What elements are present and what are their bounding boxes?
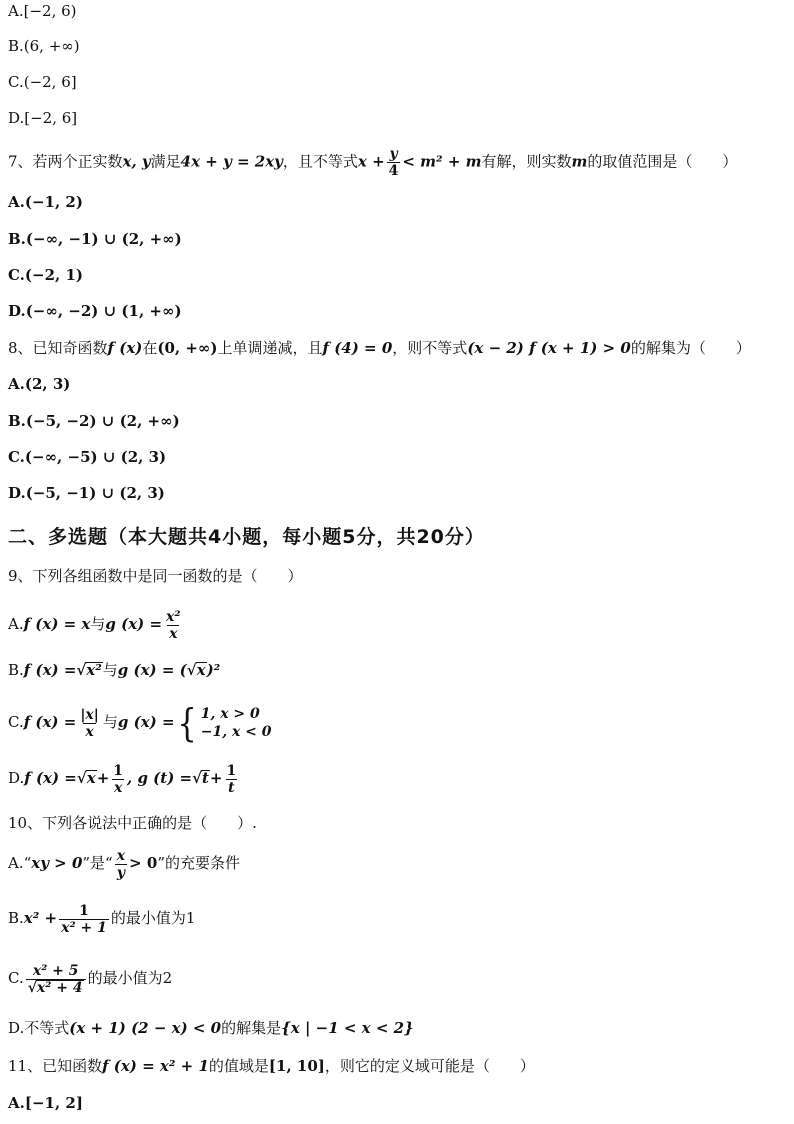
q7-text: 有解，则实数	[481, 152, 572, 171]
q9-d-plus2: +	[209, 769, 223, 787]
q7-option-b: B.(−∞, −1) ∪ (2, +∞)	[8, 230, 182, 248]
q10-option-c	[8, 958, 786, 998]
q10-option-a	[8, 845, 786, 881]
q9-d-num2: 1	[226, 762, 237, 779]
q6-option-b: B.(6, +∞)	[8, 37, 80, 55]
q7-text: 7、若两个正实数	[8, 152, 123, 171]
q10-a-quote: “	[23, 854, 32, 872]
q6-option-c: C.(−2, 6]	[8, 73, 77, 91]
q7-fraction	[387, 146, 401, 179]
q9-c-num: |x|	[80, 706, 99, 723]
q9-stem: 9、下列各组函数中是同一函数的是（ ）	[8, 567, 303, 585]
q8-option-c: C.(−∞, −5) ∪ (2, 3)	[8, 448, 167, 466]
q9-d-num1: 1	[113, 762, 124, 779]
q8-interval: (0, +∞)	[157, 339, 218, 357]
q10-b-fraction	[59, 903, 109, 936]
q10-a-fraction	[115, 848, 127, 881]
q11-option-a: A.[−1, 2]	[8, 1094, 83, 1112]
q9-c-case2: −1, x < 0	[200, 724, 272, 740]
q9-d-fraction2	[224, 763, 238, 796]
q10-b-num: 1	[79, 902, 89, 919]
q6-option-d: D.[−2, 6]	[8, 109, 78, 127]
q9-a-label: A.	[8, 615, 24, 633]
q10-option-b	[8, 900, 786, 936]
q9-d-plus: +	[96, 769, 110, 787]
q10-a-gt: > 0	[129, 854, 158, 872]
q7-text: 满足	[150, 152, 181, 171]
q8-text: ，则不等式	[392, 339, 468, 357]
q9-option-a	[8, 606, 786, 642]
q10-d-label: D.不等式	[8, 1019, 70, 1037]
q7-ineq-left: x +	[357, 152, 385, 171]
q7-equation: 4x + y = 2xy	[180, 152, 283, 171]
q9-b-f: f (x) =	[23, 661, 77, 679]
q9-c-den: x	[85, 723, 94, 740]
q11-text: ，则它的定义域可能是（ ）	[324, 1057, 535, 1075]
q7-option-d: D.(−∞, −2) ∪ (1, +∞)	[8, 302, 182, 320]
q10-a-label: A.	[8, 854, 24, 872]
q10-c-num: x² + 5	[32, 962, 79, 979]
q9-d-label: D.	[8, 769, 25, 787]
q9-d-radicand2: t	[201, 769, 209, 787]
q9-b-radicand2: x	[196, 661, 206, 679]
q9-d-fraction1	[111, 763, 125, 796]
q9-c-piecewise: { 1, x > 0 −1, x < 0	[176, 701, 272, 745]
q9-b-label: B.	[8, 661, 24, 679]
q10-a-num: x	[116, 847, 126, 864]
q9-c-fraction	[78, 707, 101, 740]
q7-stem	[8, 146, 786, 179]
q8-inequality: (x − 2) f (x + 1) > 0	[467, 339, 631, 357]
q10-b-expr: x² +	[23, 909, 58, 927]
q8-text: 的解集为（ ）	[630, 339, 751, 357]
q10-d-set: {x | −1 < x < 2}	[281, 1019, 414, 1037]
q10-b-label: B.	[8, 909, 24, 927]
q9-a-g: g (x) =	[105, 615, 163, 633]
q9-b-end: )²	[206, 661, 221, 679]
q8-option-d: D.(−5, −1) ∪ (2, 3)	[8, 484, 165, 502]
q11-fx: f (x) = x² + 1	[102, 1057, 209, 1075]
q7-var-m: m	[571, 152, 588, 171]
q9-d-den1: x	[113, 779, 123, 796]
q9-c-mid: 与	[102, 713, 118, 731]
q9-b-radicand: x²	[86, 661, 102, 679]
q9-c-f: f (x) =	[23, 713, 77, 731]
q9-c-case1: 1, x > 0	[200, 706, 260, 722]
q9-a-fraction	[164, 609, 182, 642]
q7-text: ，且不等式	[282, 152, 358, 171]
q8-option-b: B.(−5, −2) ∪ (2, +∞)	[8, 412, 180, 430]
q9-d-den2: t	[228, 779, 235, 796]
q11-text: 11、已知函数	[8, 1057, 103, 1075]
q7-ineq-right: < m² + m	[402, 152, 482, 171]
q10-stem: 10、下列各说法中正确的是（ ）.	[8, 814, 257, 832]
q9-option-c	[8, 701, 786, 745]
q11-range: [1, 10]	[268, 1057, 325, 1075]
q11-text: 的值域是	[208, 1057, 269, 1075]
q9-b-g: g (x) = (	[117, 661, 187, 679]
q9-c-g: g (x) =	[117, 713, 175, 731]
q7-frac-den: 4	[388, 163, 399, 179]
q10-a-end: ”的充要条件	[157, 854, 240, 872]
q9-option-d: D.f (x) =√x+ $\frac{1}{x}$ , g (t) =√t+ $\frac{1}{t}$	[8, 762, 237, 796]
q9-d-radicand: x	[86, 769, 96, 787]
q7-frac-num: y	[389, 146, 398, 162]
q10-a-expr: xy > 0	[31, 854, 83, 872]
q9-b-mid: 与	[102, 661, 118, 679]
q8-text: 上单调递减，且	[217, 339, 323, 357]
q8-text: 在	[142, 339, 158, 357]
q10-b-den: x² + 1	[61, 919, 107, 936]
q10-option-d	[8, 1017, 786, 1039]
q9-a-f: f (x) = x	[23, 615, 91, 633]
q8-f4: f (4) = 0	[322, 339, 393, 357]
q10-c-end: 的最小值为2	[87, 969, 173, 987]
q7-vars: x, y	[122, 152, 151, 171]
q10-d-expr: (x + 1) (2 − x) < 0	[69, 1019, 222, 1037]
q7-text: 的取值范围是（ ）	[587, 152, 738, 171]
q9-d-f: f (x) =	[24, 769, 77, 787]
section-heading: 二、多选题（本大题共4小题，每小题5分，共20分）	[8, 526, 485, 548]
q6-option-a: A.[−2, 6)	[8, 2, 77, 20]
q9-option-b: B.f (x) =√x²与g (x) = (√x)²	[8, 661, 221, 679]
q8-option-a: A.(2, 3)	[8, 375, 71, 393]
q7-option-a: A.(−1, 2)	[8, 193, 83, 211]
q10-c-label: C.	[8, 969, 24, 987]
q9-a-num: x²	[166, 608, 181, 625]
q10-a-den: y	[116, 864, 125, 881]
q8-stem	[8, 337, 786, 359]
q8-fx: f (x)	[107, 339, 143, 357]
q10-a-quote2: ”是“	[82, 854, 113, 872]
q9-d-g: , g (t) =	[127, 769, 193, 787]
q7-option-c: C.(−2, 1)	[8, 266, 83, 284]
q10-c-fraction: $\frac{\text{x² + 5}}{\text{√x² + 4}}$	[26, 963, 86, 996]
q8-text: 8、已知奇函数	[8, 339, 108, 357]
q9-c-label: C.	[8, 713, 24, 731]
q9-a-den: x	[169, 625, 178, 642]
q10-d-mid: 的解集是	[221, 1019, 282, 1037]
q11-stem	[8, 1055, 786, 1077]
q9-a-mid: 与	[90, 615, 106, 633]
q10-b-end: 的最小值为1	[110, 909, 196, 927]
q10-c-radicand: x² + 4	[36, 979, 83, 996]
